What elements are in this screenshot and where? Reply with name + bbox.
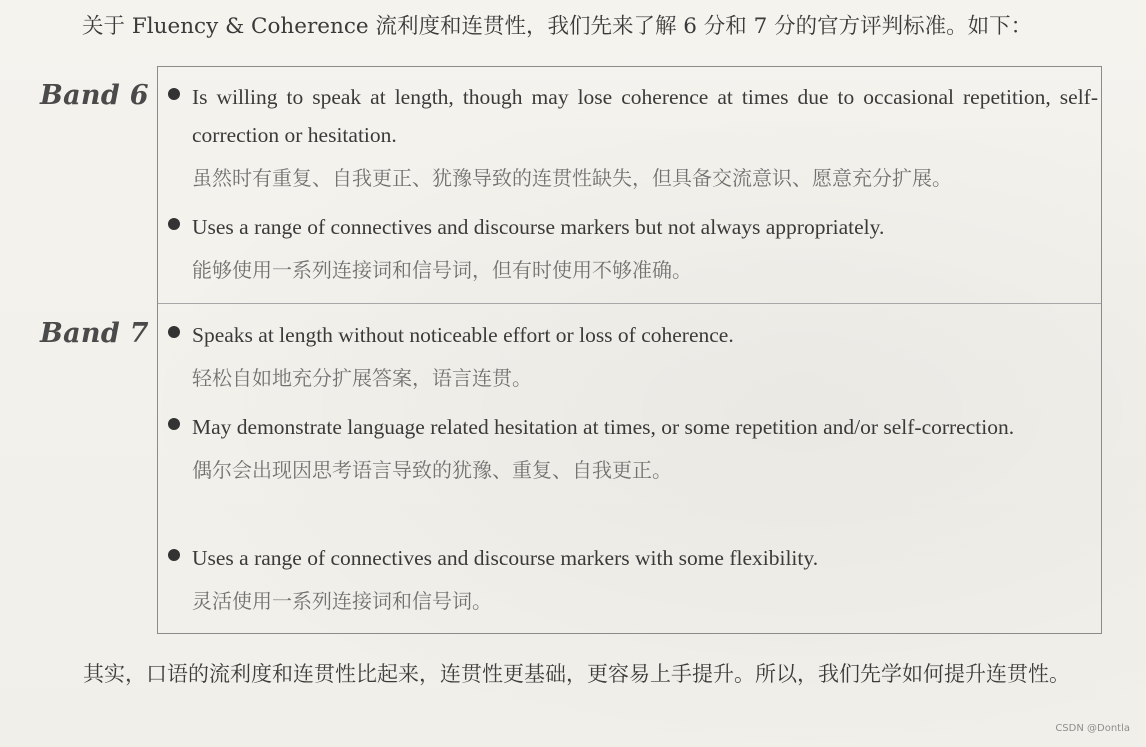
band-7-label: Band 7 bbox=[40, 318, 149, 349]
band-divider bbox=[158, 303, 1101, 304]
criterion-english: Uses a range of connectives and discourse markers but not always appropriately. bbox=[192, 215, 885, 239]
band-7-criterion-3 bbox=[168, 539, 1098, 618]
bullet-icon bbox=[168, 326, 180, 338]
criterion-chinese: 能够使用一系列连接词和信号词，但有时使用不够准确。 bbox=[192, 258, 692, 282]
outro-text: 其实，口语的流利度和连贯性比起来，连贯性更基础，更容易上手提升。所以，我们先学如何提升连贯性。 bbox=[83, 662, 1070, 686]
criterion-english: Uses a range of connectives and discourse markers with some flexibility. bbox=[192, 546, 819, 570]
intro-text: 关于 Fluency & Coherence 流利度和连贯性，我们先来了解 6 分和 7 分的官方评判标准。如下： bbox=[82, 14, 1033, 39]
bullet-icon bbox=[168, 88, 180, 100]
outro-paragraph bbox=[35, 656, 1105, 692]
watermark: CSDN @Dontla bbox=[1055, 723, 1130, 734]
band-7-criterion-1 bbox=[168, 316, 1098, 395]
band-7-criterion-2 bbox=[168, 408, 1098, 487]
criterion-english: Is willing to speak at length, though may lose coherence at times due to occasional repetition, self-correction or hesitation. bbox=[192, 85, 1098, 147]
criterion-chinese: 虽然时有重复、自我更正、犹豫导致的连贯性缺失，但具备交流意识、愿意充分扩展。 bbox=[192, 166, 952, 190]
criterion-chinese: 偶尔会出现因思考语言导致的犹豫、重复、自我更正。 bbox=[192, 458, 672, 482]
criterion-chinese: 灵活使用一系列连接词和信号词。 bbox=[192, 589, 492, 613]
criterion-english: Speaks at length without noticeable effort or loss of coherence. bbox=[192, 323, 734, 347]
band-6-criterion-2 bbox=[168, 208, 1098, 287]
criterion-english: May demonstrate language related hesitation at times, or some repetition and/or self-correction. bbox=[192, 415, 1015, 439]
criterion-chinese: 轻松自如地充分扩展答案，语言连贯。 bbox=[192, 366, 532, 390]
bullet-icon bbox=[168, 218, 180, 230]
bullet-icon bbox=[168, 418, 180, 430]
band-6-criterion-1 bbox=[168, 78, 1098, 195]
bullet-icon bbox=[168, 549, 180, 561]
band-6-label: Band 6 bbox=[40, 80, 149, 111]
